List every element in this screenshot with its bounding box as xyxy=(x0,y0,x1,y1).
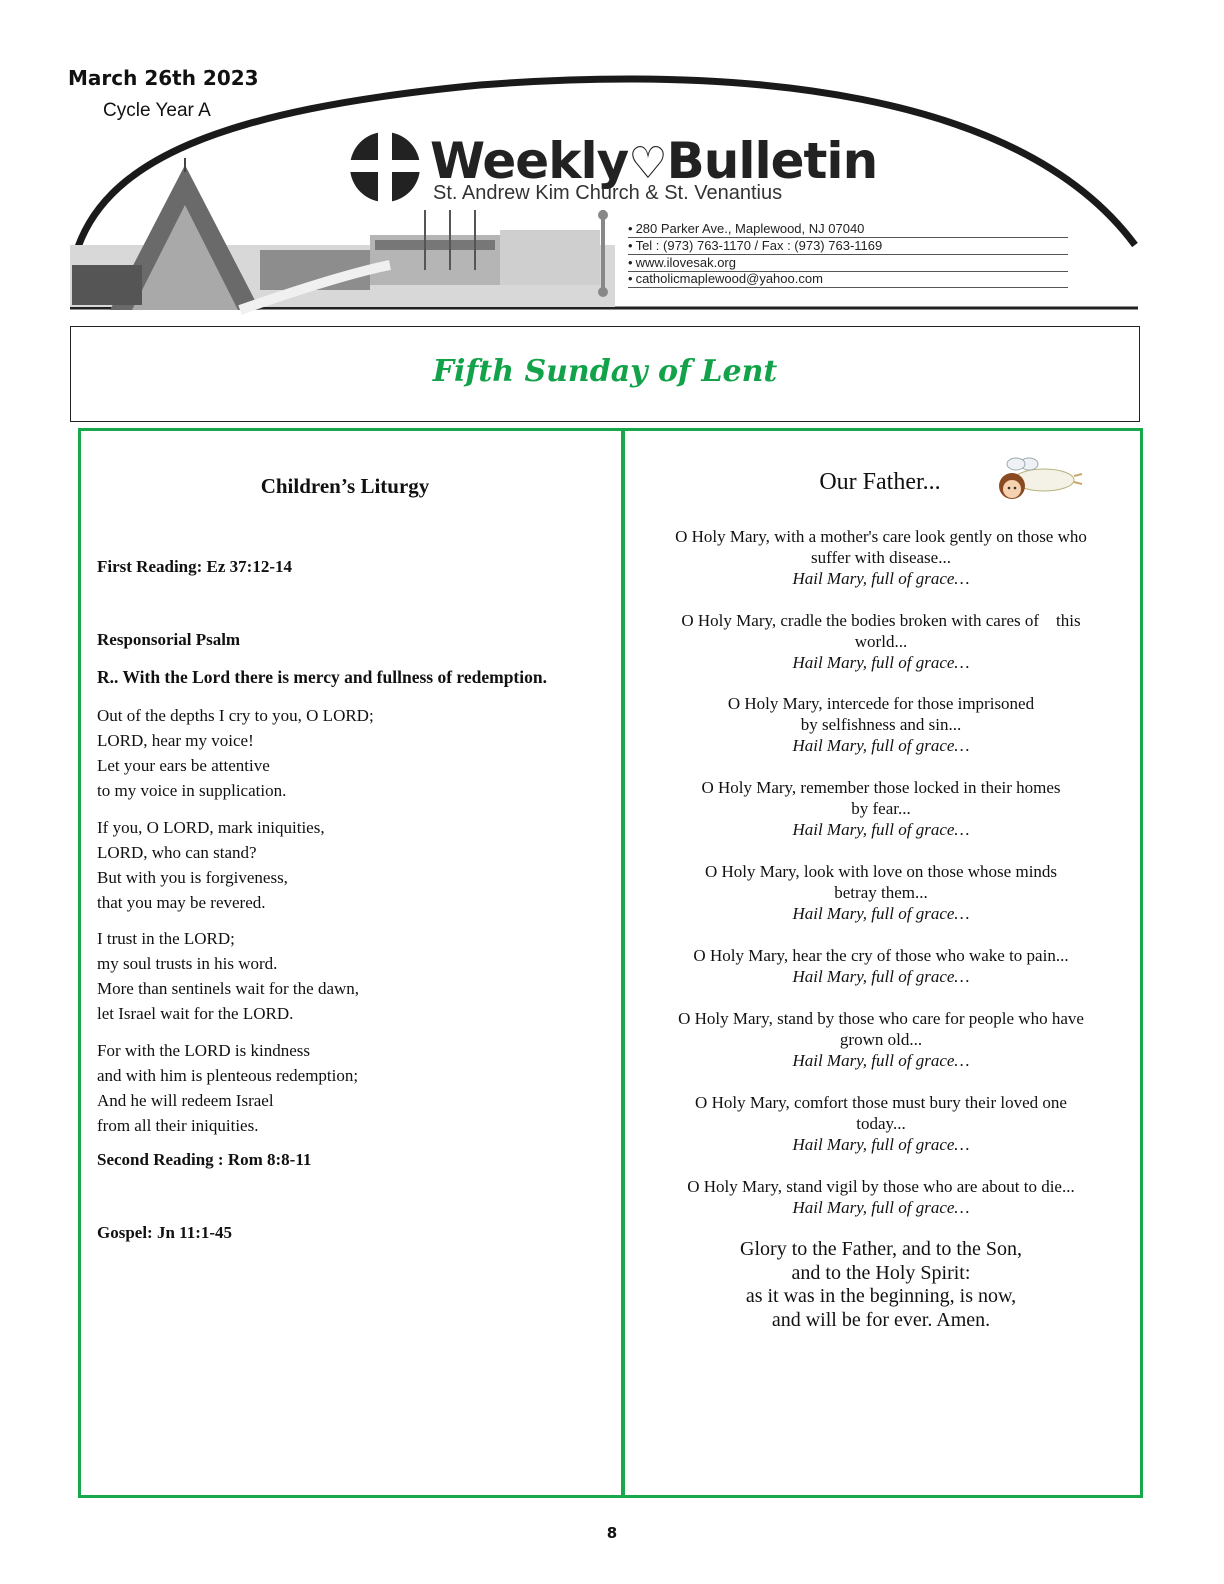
petition: O Holy Mary, stand vigil by those who are about to die... Hail Mary, full of grace… xyxy=(687,1177,1075,1217)
page-title: Fifth Sunday of Lent xyxy=(432,354,778,389)
first-reading: First Reading: Ez 37:12-14 xyxy=(97,557,293,576)
psalm-stanza: I trust in the LORD; my soul trusts in his word. More than sentinels wait for the dawn, let Israel wait for the LORD. xyxy=(97,929,360,1023)
page-number: 8 xyxy=(606,1524,618,1542)
psalm-stanza: For with the LORD is kindness and with him is plenteous redemption; And he will redeem Israel from all their iniquities. xyxy=(97,1041,359,1135)
bulletin-brand-title: Weekly♡Bulletin xyxy=(430,132,878,190)
petition: O Holy Mary, remember those locked in their homes by fear... Hail Mary, full of grace… xyxy=(701,778,1061,839)
psalm-refrain: R.. With the Lord there is mercy and fullness of redemption. xyxy=(97,667,547,687)
petition: O Holy Mary, intercede for those imprisoned by selfishness and sin... Hail Mary, full of grace… xyxy=(727,694,1035,755)
cycle-year: Cycle Year A xyxy=(103,100,211,121)
petition: O Holy Mary, with a mother's care look gently on those who suffer with disease... Hail Mary, full of grace… xyxy=(675,527,1087,588)
psalm-stanza: If you, O LORD, mark iniquities, LORD, who can stand? But with you is forgiveness, that you may be revered. xyxy=(97,818,325,912)
church-name: St. Andrew Kim Church & St. Venantius xyxy=(433,182,783,204)
petition: O Holy Mary, look with love on those whose minds betray them... Hail Mary, full of grace… xyxy=(704,862,1058,923)
bulletin-date: March 26th 2023 xyxy=(68,66,259,90)
contact-email: • catholicmaplewood@yahoo.com xyxy=(628,271,1068,288)
glory-be-prayer: Glory to the Father, and to the Son, and to the Holy Spirit: as it was in the beginning, is now, and will be for ever. Amen. xyxy=(740,1238,1022,1331)
petition: O Holy Mary, hear the cry of those who wake to pain... Hail Mary, full of grace… xyxy=(693,946,1069,986)
psalm-heading: Responsorial Psalm xyxy=(97,630,241,649)
petition: O Holy Mary, comfort those must bury their loved one today... Hail Mary, full of grace… xyxy=(695,1093,1067,1154)
childrens-liturgy-heading: Children’s Liturgy xyxy=(260,474,430,498)
psalm-stanza: Out of the depths I cry to you, O LORD; LORD, hear my voice! Let your ears be attentive to my voice in supplication. xyxy=(97,706,374,800)
second-reading: Second Reading : Rom 8:8-11 xyxy=(97,1150,312,1169)
contact-address: • 280 Parker Ave., Maplewood, NJ 07040 xyxy=(628,221,1068,238)
heart-icon: ♡ xyxy=(628,138,667,189)
angel-icon xyxy=(984,454,1084,504)
our-father-heading: Our Father... xyxy=(819,469,941,495)
contact-phone: • Tel : (973) 763-1170 / Fax : (973) 763-1169 xyxy=(628,238,1068,255)
contact-website: • www.ilovesak.org xyxy=(628,255,1068,272)
petition: O Holy Mary, stand by those who care for people who have grown old... Hail Mary, full of grace… xyxy=(678,1009,1084,1070)
petition: O Holy Mary, cradle the bodies broken with cares of this world... Hail Mary, full of grace… xyxy=(681,611,1081,672)
cross-logo-icon xyxy=(350,132,420,202)
gospel-reading: Gospel: Jn 11:1-45 xyxy=(97,1223,233,1242)
